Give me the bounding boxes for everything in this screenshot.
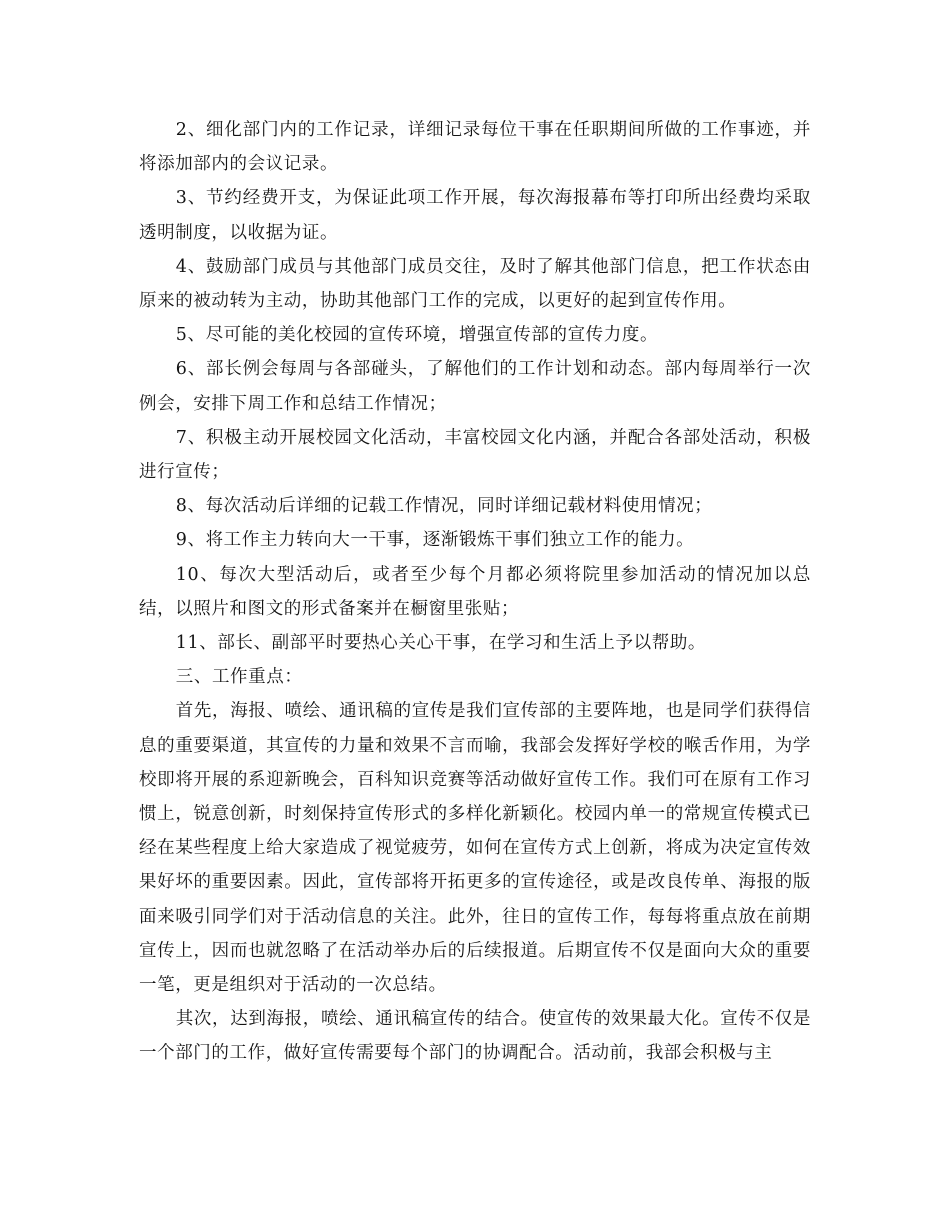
paragraph-item-2: 2、细化部门内的工作记录，详细记录每位干事在任职期间所做的工作事迹，并将添加部内的会议记录。 <box>139 120 811 175</box>
paragraph-item-9: 9、将工作主力转向大一干事，逐渐锻炼干事们独立工作的能力。 <box>175 530 695 551</box>
paragraph-second-point: 其次，达到海报，喷绘、通讯稿宣传的结合。使宣传的效果最大化。宣传不仅是一个部门的工作，做好宣传需要每个部门的协调配合。活动前，我部会积极与主 <box>139 1009 811 1064</box>
section-heading: 三、工作重点： <box>175 667 303 688</box>
paragraph-first-point: 首先，海报、喷绘、通讯稿的宣传是我们宣传部的主要阵地，也是同学们获得信息的重要渠道，其宣传的力量和效果不言而喻，我部会发挥好学校的喉舌作用，为学校即将开展的系迎新晚会，百科知识竞赛等活动做好宣传工作。我们可在原有工作习惯上，锐意创新，时刻保持宣传形式的多样化新颖化。校园内单一的常规宣传模式已经在某些程度上给大家造成了视觉疲劳，如何在宣传方式上创新，将成为决定宣传效果好坏的重要因素。因此，宣传部将开拓更多的宣传途径，或是改良传单、海报的版面来吸引同学们对于活动信息的关注。此外，往日的宣传工作，每每将重点放在前期宣传上，因而也就忽略了在活动举办后的后续报道。后期宣传不仅是面向大众的重要一笔，更是组织对于活动的一次总结。 <box>139 701 811 996</box>
paragraph-item-6: 6、部长例会每周与各部碰头，了解他们的工作计划和动态。部内每周举行一次例会，安排下周工作和总结工作情况； <box>139 359 811 414</box>
paragraph-item-3: 3、节约经费开支，为保证此项工作开展，每次海报幕布等打印所出经费均采取透明制度，以收据为证。 <box>139 188 811 243</box>
paragraph-item-10: 10、每次大型活动后，或者至少每个月都必须将院里参加活动的情况加以总结，以照片和图文的形式备案并在橱窗里张贴； <box>139 564 811 619</box>
paragraph-item-11: 11、部长、副部平时要热心关心干事，在学习和生活上予以帮助。 <box>175 633 707 654</box>
paragraph-item-4: 4、鼓励部门成员与其他部门成员交往，及时了解其他部门信息，把工作状态由原来的被动转为主动，协助其他部门工作的完成，以更好的起到宣传作用。 <box>139 256 811 312</box>
paragraph-item-8: 8、每次活动后详细的记载工作情况，同时详细记载材料使用情况； <box>175 496 713 517</box>
paragraph-item-7: 7、积极主动开展校园文化活动，丰富校园文化内涵，并配合各部处活动，积极进行宣传； <box>139 427 811 483</box>
document-body <box>139 113 811 1071</box>
paragraph-item-5: 5、尽可能的美化校园的宣传环境，增强宣传部的宣传力度。 <box>175 325 659 346</box>
